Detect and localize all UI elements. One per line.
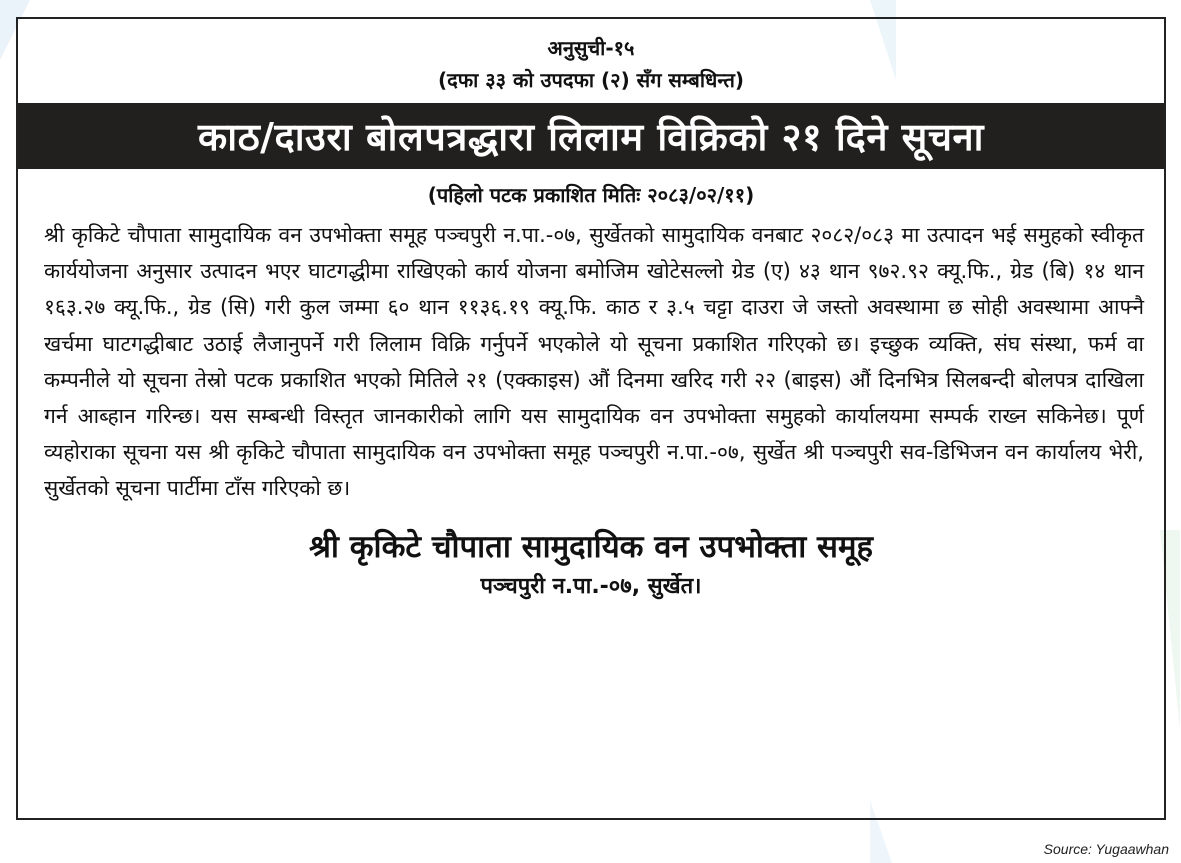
issuer-address: पञ्चपुरी न.पा.-०७, सुर्खेत। xyxy=(480,573,702,599)
notice-title-bar xyxy=(18,103,1164,169)
notice-title: काठ/दाउरा बोलपत्रद्धारा लिलाम विक्रिको २१ दिने सूचना xyxy=(198,115,984,159)
source-credit: Source: Yugaawhan xyxy=(1043,841,1169,857)
issuer-name: श्री कृकिटे चौपाता सामुदायिक वन उपभोक्ता समूह xyxy=(308,528,873,565)
notice-body: श्री कृकिटे चौपाता सामुदायिक वन उपभोक्ता समूह पञ्चपुरी न.पा.-०७, सुर्खेतको सामुदायिक वनबाट २०८२/०८३ मा उत्पादन भई समुहको स्वीकृत कार्ययोजना अनुसार उत्पादन भएर घाटगद्धीमा राखिएको कार्य योजना बमोजिम खोटेसल्लो ग्रेड (ए) ४३ थान ९७२.९२ क्यू.फि., ग्रेड (बि) १४ थान १६३.२७ क्यू.फि., ग्रेड (सि) गरी कुल जम्मा ६० थान ११३६.१९ क्यू.फि. काठ र ३.५ चट्टा दाउरा जे जस्तो अवस्थामा छ सोही अवस्थामा आफ्नै खर्चमा घाटगद्धीबाट उठाई लैजानुपर्ने गरी लिलाम विक्रि गर्नुपर्ने भएकोले यो सूचना प्रकाशित गरिएको छ। इच्छुक व्यक्ति, संघ संस्था, फर्म वा कम्पनीले यो सूचना तेस्रो पटक प्रकाशित भएको मितिले २१ (एक्काइस) औं दिनमा खरिद गरी २२ (बाइस) औं दिनभित्र सिलबन्दी बोलपत्र दाखिला गर्न आब्हान गरिन्छ। यस सम्बन्धी विस्तृत जानकारीको लागि यस सामुदायिक वन उपभोक्ता समुहको कार्यालयमा सम्पर्क राख्न सकिनेछ। पूर्ण व्यहोराका सूचना यस श्री कृकिटे चौपाता सामुदायिक वन उपभोक्ता समूह पञ्चपुरी न.पा.-०७, सुर्खेत श्री पञ्चपुरी सव-डिभिजन वन कार्यालय भेरी, सुर्खेतको सूचना पार्टीमा टाँस गरिएको छ। xyxy=(44,223,1144,501)
schedule-number: अनुसुची-१५ xyxy=(547,36,635,60)
section-reference: (दफा ३३ को उपदफा (२) सँग सम्बधिन्त) xyxy=(437,68,745,92)
notice-box xyxy=(16,17,1166,820)
publish-date: (पहिलो पटक प्रकाशित मितिः २०८३/०२/११) xyxy=(427,183,755,207)
